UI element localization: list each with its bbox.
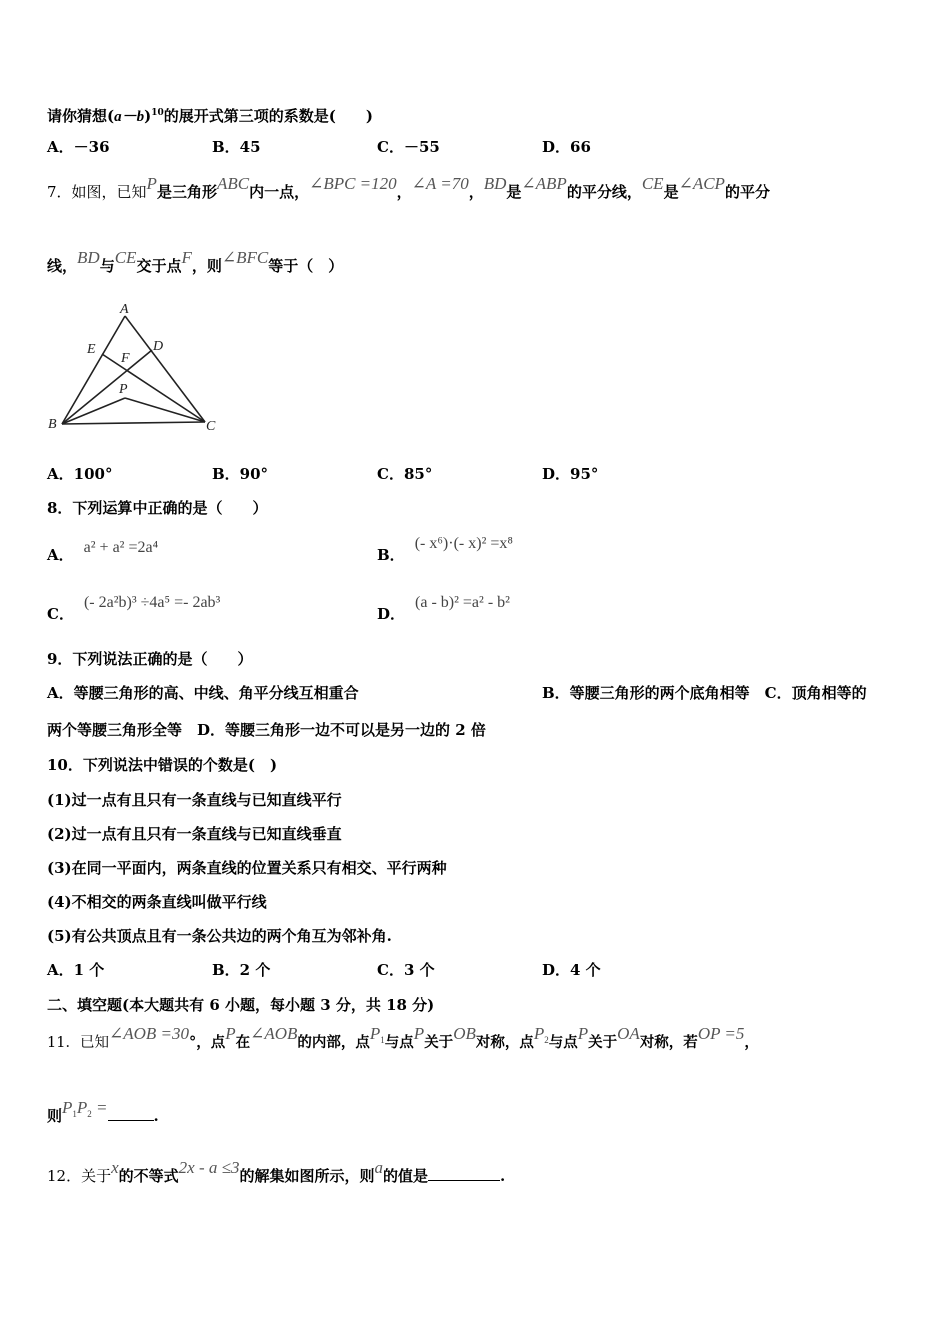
q12-answer-blank[interactable]	[428, 1180, 500, 1181]
q11-stem-line2: 则$P_1P_2$ = .	[47, 1098, 159, 1125]
q9-option-b-c[interactable]: B．等腰三角形的两个底角相等 C．顶角相等的	[542, 684, 867, 702]
q10-option-b[interactable]: B．2 个	[212, 961, 271, 979]
segment-bd	[62, 350, 152, 424]
q8-option-c[interactable]: C．(- 2a²b)³ ÷4a⁵ =- 2ab³	[47, 594, 221, 623]
triangle-figure	[45, 298, 225, 438]
q8-stem: 8．下列运算中正确的是（ ）	[47, 499, 268, 517]
q10-item-5: (5)有公共顶点且有一条公共边的两个角互为邻补角.	[47, 927, 392, 945]
side-ab	[62, 316, 125, 424]
q11-answer-blank[interactable]	[108, 1120, 154, 1121]
q7-stem-line1: 7．如图，已知P是三角形ABC内一点，∠BPC =120，∠A =70，BD是∠ABP的平分线，CE是∠ACP的平分	[47, 174, 770, 201]
label-p: P	[119, 382, 128, 397]
q10-stem: 10．下列说法中错误的个数是( )	[47, 756, 278, 774]
side-ac	[125, 316, 205, 422]
segment-cp	[125, 398, 205, 422]
q9-option-c-d[interactable]: 两个等腰三角形全等 D．等腰三角形一边不可以是另一边的 2 倍	[47, 721, 486, 739]
q10-option-d[interactable]: D．4 个	[542, 961, 601, 979]
q10-item-3: (3)在同一平面内，两条直线的位置关系只有相交、平行两种	[47, 859, 447, 877]
label-b: B	[48, 417, 57, 432]
q6-stem: 请你猜想$(a-b)^{10}$的展开式第三项的系数是( )	[47, 107, 373, 125]
q6-option-a[interactable]: A．－36	[47, 138, 110, 156]
q9-option-a[interactable]: A．等腰三角形的高、中线、角平分线互相重合	[47, 684, 359, 702]
q8-option-b[interactable]: B．(- x⁶)·(- x)² =x⁸	[377, 535, 513, 564]
label-d: D	[153, 339, 164, 354]
q10-item-4: (4)不相交的两条直线叫做平行线	[47, 893, 267, 911]
q10-option-c[interactable]: C．3 个	[377, 961, 435, 979]
label-e: E	[87, 342, 96, 357]
label-f: F	[121, 351, 130, 366]
q7-option-b[interactable]: B．90°	[212, 465, 269, 483]
label-c: C	[206, 419, 216, 434]
q10-item-1: (1)过一点有且只有一条直线与已知直线平行	[47, 791, 342, 809]
q9-stem: 9．下列说法正确的是（ ）	[47, 650, 253, 668]
q7-stem-line2: 线，BD与CE交于点F，则∠BFC等于（ ）	[47, 248, 344, 275]
q7-option-c[interactable]: C．85°	[377, 465, 433, 483]
q6-option-c[interactable]: C．－55	[377, 138, 440, 156]
q8-option-a[interactable]: A． a² + a² =2a⁴	[47, 539, 159, 564]
section-heading: 二、填空题(本大题共有 6 小题，每小题 3 分，共 18 分)	[47, 996, 435, 1014]
q8-option-d[interactable]: D．(a - b)² =a² - b²	[377, 594, 510, 623]
label-a: A	[120, 302, 129, 317]
q10-option-a[interactable]: A．1 个	[47, 961, 105, 979]
q11-stem-line1: 11．已知∠AOB =30°，点P在∠AOB的内部，点$P_1$与点P关于OB对称，点$P_2$与点P关于OA对称，若OP =5，	[47, 1024, 759, 1051]
q12-stem: 12．关于x的不等式2x - a ≤3的解集如图所示，则a的值是 .	[47, 1158, 506, 1185]
segment-bp	[62, 398, 125, 424]
segment-ce	[102, 354, 205, 422]
q10-item-2: (2)过一点有且只有一条直线与已知直线垂直	[47, 825, 342, 843]
q7-option-d[interactable]: D．95°	[542, 465, 599, 483]
q6-option-d[interactable]: D．66	[542, 138, 591, 156]
q7-option-a[interactable]: A．100°	[47, 465, 113, 483]
q6-option-b[interactable]: B．45	[212, 138, 261, 156]
side-bc	[62, 422, 205, 424]
